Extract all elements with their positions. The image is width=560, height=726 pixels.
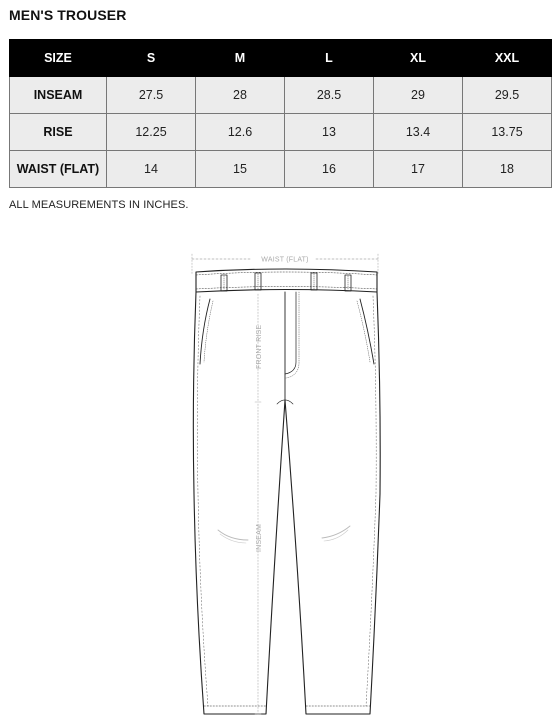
inseam-label: INSEAM	[256, 523, 263, 552]
table-cell: 13	[285, 114, 374, 151]
size-chart-table	[9, 39, 552, 188]
header-size-l: L	[285, 40, 374, 77]
row-label: WAIST (FLAT)	[10, 151, 107, 188]
front-rise-dimension	[255, 294, 263, 402]
table-cell: 18	[463, 151, 552, 188]
table-header-row	[10, 40, 552, 77]
trouser-body	[193, 292, 380, 714]
table-cell: 28	[196, 77, 285, 114]
table-cell: 12.6	[196, 114, 285, 151]
table-cell: 13.4	[374, 114, 463, 151]
table-cell: 29.5	[463, 77, 552, 114]
header-size-s: S	[107, 40, 196, 77]
waistband	[196, 269, 377, 292]
header-size-xl: XL	[374, 40, 463, 77]
row-label: INSEAM	[10, 77, 107, 114]
table-cell: 29	[374, 77, 463, 114]
table-cell: 16	[285, 151, 374, 188]
inseam-dimension	[255, 404, 263, 714]
table-row-waist	[10, 151, 552, 188]
header-size-xxl: XXL	[463, 40, 552, 77]
row-label: RISE	[10, 114, 107, 151]
table-cell: 13.75	[463, 114, 552, 151]
waist-label: WAIST (FLAT)	[261, 256, 309, 264]
table-cell: 14	[107, 151, 196, 188]
table-cell: 28.5	[285, 77, 374, 114]
table-row-rise	[10, 114, 552, 151]
table-cell: 27.5	[107, 77, 196, 114]
table-cell: 15	[196, 151, 285, 188]
trouser-diagram	[170, 244, 400, 722]
front-rise-label: FRONT RISE	[256, 324, 263, 369]
table-cell: 17	[374, 151, 463, 188]
header-size-m: M	[196, 40, 285, 77]
header-size-label: SIZE	[10, 40, 107, 77]
table-row-inseam	[10, 77, 552, 114]
page-title: MEN'S TROUSER	[9, 7, 127, 23]
table-cell: 12.25	[107, 114, 196, 151]
measurement-note: ALL MEASUREMENTS IN INCHES.	[9, 199, 189, 211]
